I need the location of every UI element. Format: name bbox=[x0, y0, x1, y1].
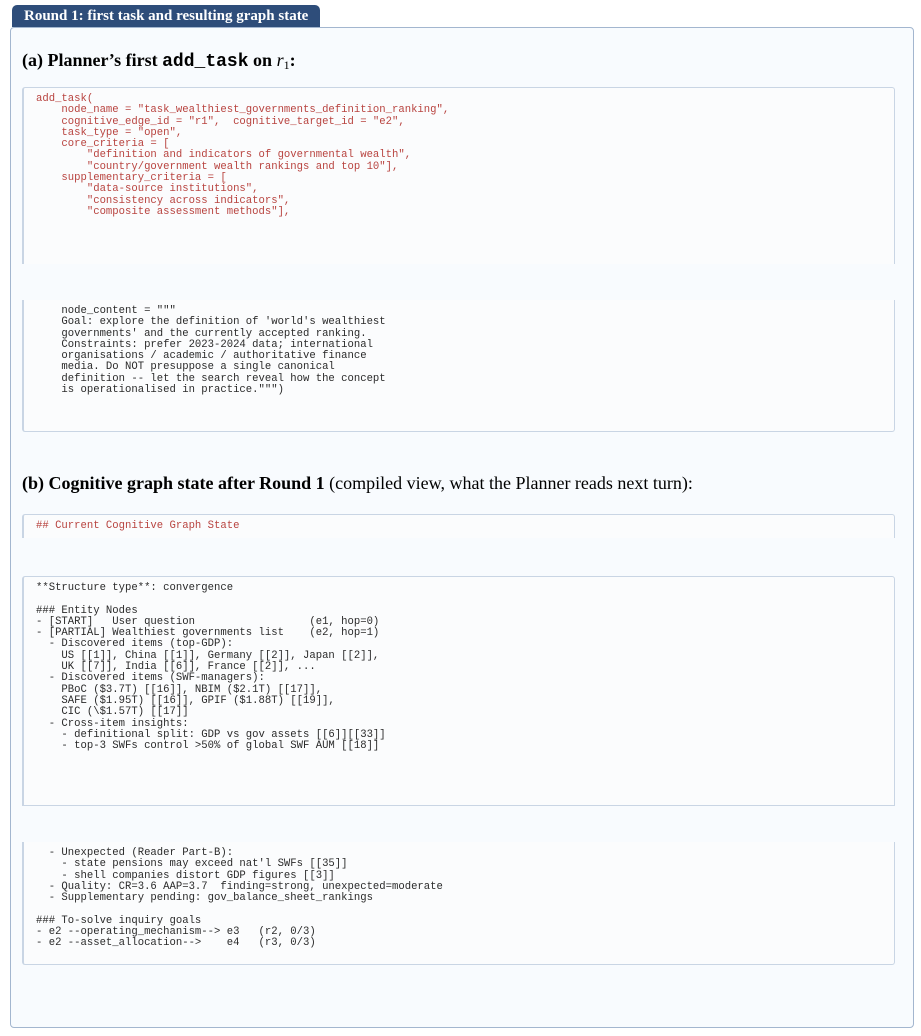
section-b-label: (b) Cognitive graph state after Round 1 bbox=[22, 473, 325, 493]
section-a-middle: on bbox=[253, 50, 273, 70]
section-a-math-sub: 1 bbox=[283, 58, 290, 72]
section-a-suffix: : bbox=[289, 50, 296, 70]
add-task-code-block-part2: node_content = """ Goal: explore the definition of 'world's wealthiest governments' and the currently accepted ranking. Constraints: prefer 2023-2024 data; international organisations / academic / authoritative finance media. Do NOT presuppose a single canonical definition -- let the search reveal how the concept is operationalised in practice.""") bbox=[22, 300, 895, 432]
section-a-heading bbox=[22, 50, 296, 73]
add-task-code-block-part1: add_task( node_name = "task_wealthiest_governments_definition_ranking", cognitive_edge_id = "r1", cognitive_target_id = "e2", task_type = "open", core_criteria = [ "definition and indicators of governmental wealth", "country/government wealth rankings and top 10"], supplementary_criteria = [ "data-source institutions", "consistency across indicators", "composite assessment methods"], bbox=[22, 87, 895, 264]
graph-state-nodes-block: **Structure type**: convergence ### Entity Nodes - [START] User question (e1, hop=0) - [PARTIAL] Wealthiest governments list (e2, hop=1) - Discovered items (top-GDP): US [[1]], China [[1]], Germany [[2]], Japan [[2]], UK [[7]], India [[6]], France [[2]], ... - Discovered items (SWF-managers): PBoC ($3.7T) [[16]], NBIM ($2.1T) [[17]], SAFE ($1.95T) [[16]], GPIF ($1.88T) [[19]], CIC (\$1.57T) [[17]] - Cross-item insights: - definitional split: GDP vs gov assets [[6]][[33]] - top-3 SWFs control >50% of global SWF AUM [[18]] bbox=[22, 576, 895, 806]
graph-state-header-block: ## Current Cognitive Graph State bbox=[22, 514, 895, 538]
section-a-label: (a) Planner’s first bbox=[22, 50, 158, 70]
graph-state-extra-block: - Unexpected (Reader Part-B): - state pensions may exceed nat'l SWFs [[35]] - shell companies distort GDP figures [[3]] - Quality: CR=3.6 AAP=3.7 finding=strong, unexpected=moderate - Supplementary pending: gov_balance_sheet_rankings ### To-solve inquiry goals - e2 --operating_mechanism--> e3 (r2, 0/3) - e2 --asset_allocation--> e4 (r3, 0/3) bbox=[22, 842, 895, 965]
round-title-tab: Round 1: first task and resulting graph state bbox=[12, 5, 320, 27]
section-b-rest: (compiled view, what the Planner reads next turn): bbox=[329, 473, 693, 493]
section-a-math-var: r bbox=[276, 50, 284, 70]
section-b-heading bbox=[22, 473, 693, 494]
section-a-code-word: add_task bbox=[162, 52, 249, 72]
